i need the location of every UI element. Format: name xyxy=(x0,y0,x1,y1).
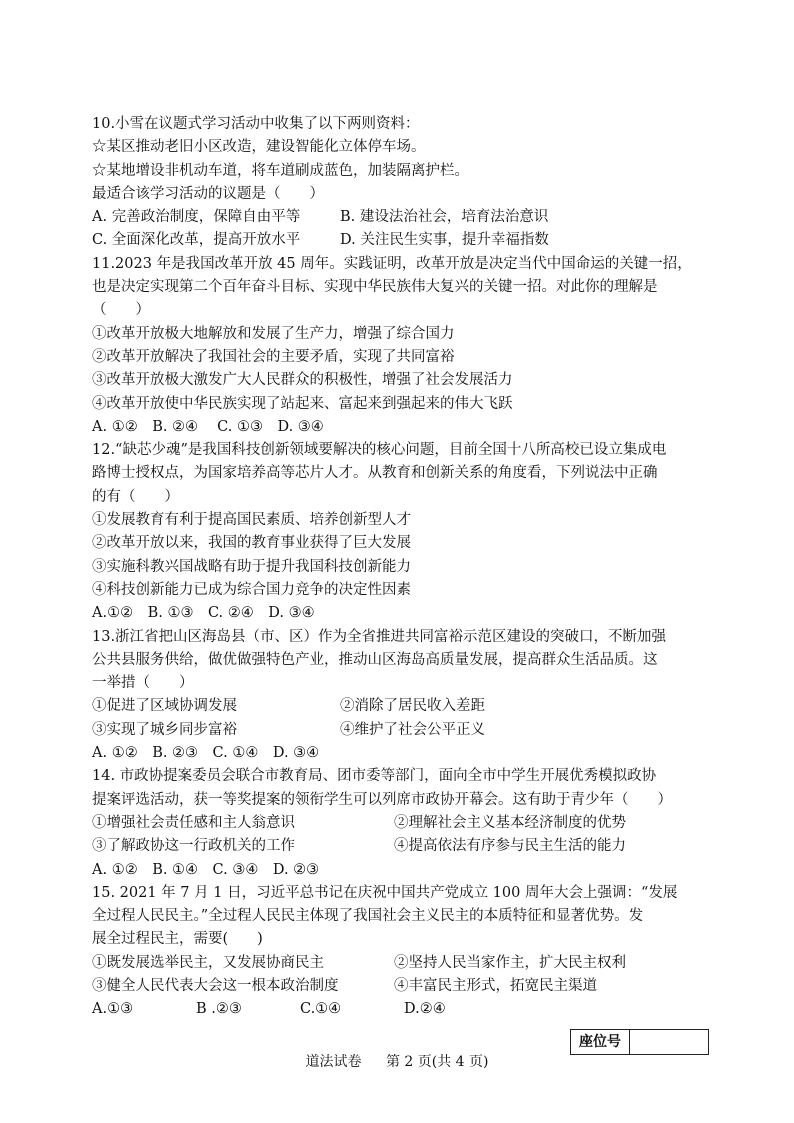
q14-statement-1: ①增强社会责任感和主人翁意识 xyxy=(92,814,295,831)
q10-stem: 10.小雪在议题式学习活动中收集了以下两则资料： xyxy=(92,116,420,132)
q13-answers: A. ①② B. ②③ C. ①④ D. ③④ xyxy=(92,745,320,762)
q12-statement-4: ④科技创新能力已成为综合国力竞争的决定性因素 xyxy=(92,581,411,598)
q11-answers: A. ①② B. ②④ C. ①③ D. ③④ xyxy=(92,418,324,435)
q15-statement-1: ①既发展选举民主，又发展协商民主 xyxy=(92,954,324,971)
q15-answer-b: B .②③ xyxy=(196,1001,242,1018)
q10-options-row-2 xyxy=(92,229,712,252)
q10-question: 最适合该学习活动的议题是（ ） xyxy=(92,185,324,202)
q15-statements-row-2 xyxy=(92,975,712,998)
q12-statement-3: ③实施科教兴国战略有助于提升我国科技创新能力 xyxy=(92,558,411,575)
q10-option-b: B. 建设法治社会，培育法治意识 xyxy=(340,209,549,226)
q15-statement-4: ④丰富民主形式，拓宽民主渠道 xyxy=(394,977,597,994)
q15-answer-a: A.①③ xyxy=(92,1001,134,1018)
q14-statement-3: ③了解政协这一行政机关的工作 xyxy=(92,838,295,855)
q15-answers xyxy=(92,998,712,1021)
q14-statement-4: ④提高依法有序参与民主生活的能力 xyxy=(394,838,626,855)
q11-stem-2: 也是决定实现第二个百年奋斗目标、实现中华民族伟大复兴的关键一招。对此你的理解是 xyxy=(92,279,658,296)
q13-stem-1: 13.浙江省把山区海岛县（市、区）作为全省推进共同富裕示范区建设的突破口，不断加强 xyxy=(92,628,667,645)
q13-statement-4: ④维护了社会公平正义 xyxy=(340,721,485,738)
q12-stem-3: 的有（ ） xyxy=(92,488,179,505)
q15-stem-3: 展全过程民主，需要( ) xyxy=(92,931,263,948)
q14-statement-2: ②理解社会主义基本经济制度的优势 xyxy=(394,814,626,831)
q13-stem-3: 一举措（ ） xyxy=(92,675,194,692)
q10-material-2: ☆某地增设非机动车道，将车道刷成蓝色，加装隔离护栏。 xyxy=(92,162,469,179)
q13-statement-1: ①促进了区域协调发展 xyxy=(92,698,237,715)
q10-option-d: D. 关注民生实事，提升幸福指数 xyxy=(340,232,549,249)
q11-statement-1: ①改革开放极大地解放和发展了生产力，增强了综合国力 xyxy=(92,325,455,342)
q12-statement-2: ②改革开放以来，我国的教育事业获得了巨大发展 xyxy=(92,535,411,552)
q11-statement-3: ③改革开放极大激发广大人民群众的积极性，增强了社会发展活力 xyxy=(92,372,513,389)
q15-answer-d: D.②④ xyxy=(404,1001,446,1018)
q10-options-row-1 xyxy=(92,206,712,229)
q14-stem-2: 提案评选活动，获一等奖提案的领衔学生可以列席市政协开幕会。这有助于青少年（ ） xyxy=(92,791,672,808)
seat-number-field[interactable] xyxy=(630,1030,708,1054)
q12-statement-1: ①发展教育有利于提高国民素质、培养创新型人才 xyxy=(92,512,411,529)
q13-statement-2: ②消除了居民收入差距 xyxy=(340,698,485,715)
q14-answers: A. ①② B. ①④ C. ③④ D. ②③ xyxy=(92,861,320,878)
q15-answer-c: C.①④ xyxy=(300,1001,342,1018)
q13-stem-2: 公共县服务供给，做优做强特色产业，推动山区海岛高质量发展，提高群众生活品质。这 xyxy=(92,651,658,668)
q15-statement-2: ②坚持人民当家作主，扩大民主权利 xyxy=(394,954,626,971)
q11-stem-1: 11.2023 年是我国改革开放 45 周年。实践证明，改革开放是决定当代中国命运的关键一招， xyxy=(92,255,692,272)
q11-statement-4: ④改革开放使中华民族实现了站起来、富起来到强起来的伟大飞跃 xyxy=(92,395,513,412)
q14-statements-row-2 xyxy=(92,835,712,858)
footer-page-number: 第 2 页(共 4 页) xyxy=(385,1054,489,1070)
q10-option-a: A. 完善政治制度，保障自由平等 xyxy=(92,209,301,226)
page-footer xyxy=(0,1052,794,1072)
q14-statements-row-1 xyxy=(92,812,712,835)
q14-stem-1: 14. 市政协提案委员会联合市教育局、团市委等部门，面向全市中学生开展优秀模拟政协 xyxy=(92,768,657,785)
q10-option-c: C. 全面深化改革，提高开放水平 xyxy=(92,232,301,249)
footer-subject: 道法试卷 xyxy=(305,1054,362,1070)
q13-statements-row-2 xyxy=(92,719,712,742)
q12-stem-2: 路博士授权点，为国家培养高等芯片人才。从教育和创新关系的角度看，下列说法中正确 xyxy=(92,465,658,482)
seat-number-label: 座位号 xyxy=(571,1030,630,1054)
q13-statements-row-1 xyxy=(92,695,712,718)
q15-stem-1: 15. 2021 年 7 月 1 日，习近平总书记在庆祝中国共产党成立 100 周年大会上强调：“发展 xyxy=(92,884,678,901)
question-list xyxy=(92,113,712,1022)
q12-stem-1: 12.“缺芯少魂”是我国科技创新领域要解决的核心问题，目前全国十八所高校已设立集成电 xyxy=(92,442,667,459)
q12-answers: A.①② B. ①③ C. ②④ D. ③④ xyxy=(92,605,315,622)
q15-statement-3: ③健全人民代表大会这一根本政治制度 xyxy=(92,977,339,994)
q13-statement-3: ③实现了城乡同步富裕 xyxy=(92,721,237,738)
q11-answer-paren: （ ） xyxy=(92,302,150,319)
q10-material-1: ☆某区推动老旧小区改造，建设智能化立体停车场。 xyxy=(92,139,426,156)
q15-stem-2: 全过程人民民主。”全过程人民民主体现了我国社会主义民主的本质特征和显著优势。发 xyxy=(92,908,644,925)
q15-statements-row-1 xyxy=(92,952,712,975)
q11-statement-2: ②改革开放解决了我国社会的主要矛盾，实现了共同富裕 xyxy=(92,348,455,365)
